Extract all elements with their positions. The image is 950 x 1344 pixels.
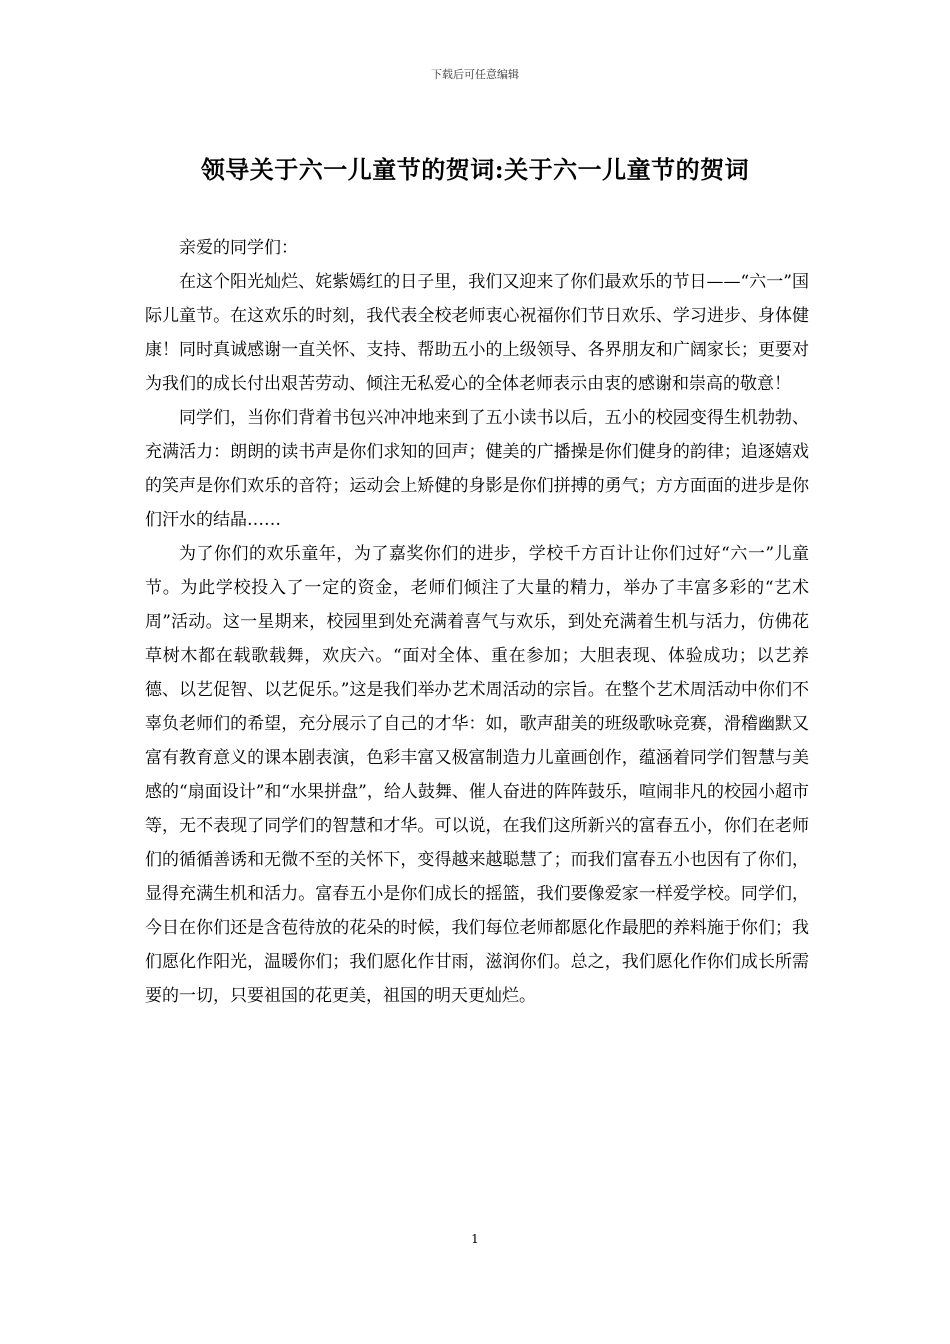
body-paragraph: 为了你们的欢乐童年，为了嘉奖你们的进步，学校千方百计让你们过好“六一”儿童节。为此学校投入了一定的资金，老师们倾注了大量的精力，举办了丰富多彩的“艺术周”活动。这一星期来，校园里到处充满着喜气与欢乐，到处充满着生机与活力，仿佛花草树木都在载歌载舞，欢庆六。“面对全体、重在参加；大胆表现、体验成功；以艺养德、以艺促智、以艺促乐。”这是我们举办艺术周活动的宗旨。在整个艺术周活动中你们不辜负老师们的希望，充分展示了自己的才华：如，歌声甜美的班级歌咏竞赛，滑稽幽默又富有教育意义的课本剧表演，色彩丰富又极富制造力儿童画创作，蕴涵着同学们智慧与美感的“扇面设计”和“水果拼盘”，给人鼓舞、催人奋进的阵阵鼓乐，喧闹非凡的校园小超市等，无不表现了同学们的智慧和才华。可以说，在我们这所新兴的富春五小，你们在老师们的循循善诱和无微不至的关怀下，变得越来越聪慧了；而我们富春五小也因有了你们，显得充满生机和活力。富春五小是你们成长的摇篮，我们要像爱家一样爱学校。同学们，今日在你们还是含苞待放的花朵的时候，我们每位老师都愿化作最肥的养料施于你们；我们愿化作阳光，温暖你们；我们愿化作甘雨，滋润你们。总之，我们愿化作你们成长所需要的一切，只要祖国的花更美，祖国的明天更灿烂。: [145, 544, 809, 1006]
page-number: 1: [471, 1232, 479, 1246]
body-paragraph: 同学们，当你们背着书包兴冲冲地来到了五小读书以后，五小的校园变得生机勃勃、充满活力：朗朗的读书声是你们求知的回声；健美的广播操是你们健身的韵律；追逐嬉戏的笑声是你们欢乐的音符；运动会上矫健的身影是你们拼搏的勇气；方方面面的进步是你们汗水的结晶……: [145, 408, 809, 530]
header-note: 下载后可任意编辑: [431, 68, 519, 81]
body-paragraph: 在这个阳光灿烂、姹紫嫣红的日子里，我们又迎来了你们最欢乐的节日——“六一”国际儿童节。在这欢乐的时刻，我代表全校老师衷心祝福你们节日欢乐、学习进步、身体健康！同时真诚感谢一直关怀、支持、帮助五小的上级领导、各界朋友和广阔家长；更要对为我们的成长付出艰苦劳动、倾注无私爱心的全体老师表示由衷的感谢和崇高的敬意！: [145, 272, 809, 394]
salutation-paragraph: 亲爱的同学们：: [179, 238, 298, 258]
document-title: 领导关于六一儿童节的贺词:关于六一儿童节的贺词: [200, 155, 750, 184]
document-body: [145, 231, 809, 1013]
